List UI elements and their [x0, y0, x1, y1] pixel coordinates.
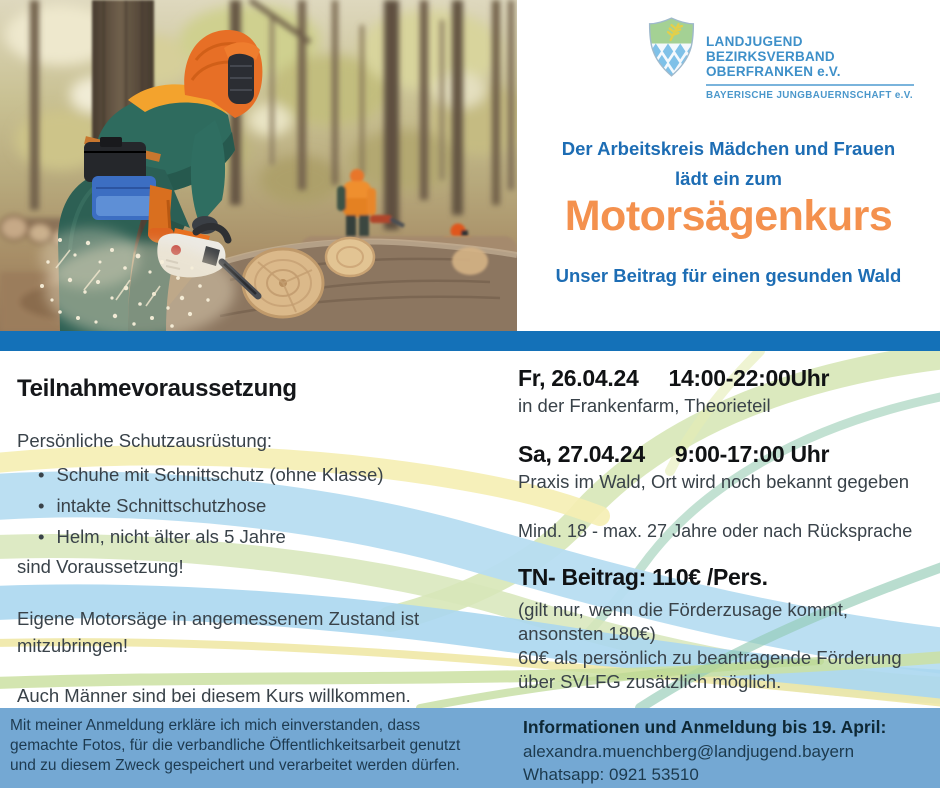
course-photo-illustration: [0, 0, 517, 331]
content-section: [0, 351, 940, 708]
logo-divider-rule: [706, 84, 914, 86]
blue-divider-band: [0, 331, 940, 351]
requirements-column: [17, 351, 489, 707]
requirement-item: • Helm, nicht älter als 5 Jahre: [38, 521, 489, 552]
org-name-block: [706, 12, 940, 101]
requirements-heading: Teilnahmevoraussetzung: [17, 375, 297, 402]
schedule-column: [518, 351, 930, 694]
requirements-list: [17, 459, 489, 552]
requirements-intro: Persönliche Schutzausrüstung:: [17, 430, 273, 451]
day2-location: Praxis im Wald, Ort wird noch bekannt gegeben: [518, 471, 910, 492]
landjugend-crest-icon: [647, 12, 696, 82]
requirement-item: • intakte Schnittschutzhose: [38, 490, 489, 521]
age-requirement: Mind. 18 - max. 27 Jahre oder nach Rücksprache: [518, 521, 913, 541]
org-name-line1: LANDJUGEND: [705, 34, 803, 49]
photo-consent-text: Mit meiner Anmeldung erkläre ich mich einverstanden, dass gemachte Fotos, für die verbandliche Öffentlichkeitsarbeit genutzt und zu diesem Zweck gespeichert und verarbeitet werden dürfen.: [10, 717, 461, 774]
requirement-item: • Schuhe mit Schnittschutz (ohne Klasse): [38, 459, 489, 490]
day1-time: 14:00-22:00Uhr: [668, 365, 830, 391]
day1-location: in der Frankenfarm, Theorieteil: [518, 395, 771, 416]
course-subtitle: Unser Beitrag für einen gesunden Wald: [555, 265, 902, 286]
day2-time: 9:00-17:00 Uhr: [674, 441, 830, 467]
contact-block: [523, 717, 928, 786]
chainsaw-note: Eigene Motorsäge in angemessenem Zustand ist mitzubringen!: [17, 608, 420, 656]
day1-date: Fr, 26.04.24: [518, 365, 639, 391]
org-name-line3: BAYERISCHE JUNGBAUERNSCHAFT e.V.: [705, 90, 913, 101]
fee-note-3: 60€ als persönlich zu beantragende Förderung: [518, 647, 902, 668]
intro-line-1: Der Arbeitskreis Mädchen und Frauen: [561, 138, 896, 159]
contact-heading: Informationen und Anmeldung bis 19. April:: [523, 717, 887, 737]
contact-whatsapp: Whatsapp: 0921 53510: [523, 765, 699, 784]
intro-line-2: lädt ein zum: [675, 168, 782, 189]
org-logo: [647, 12, 940, 101]
fee-heading: TN- Beitrag: 110€ /Pers.: [518, 564, 768, 590]
course-title: Motorsägenkurs: [564, 192, 893, 240]
day2-heading: [518, 441, 930, 468]
contact-email: alexandra.muenchberg@landjugend.bayern: [523, 742, 855, 761]
chainsaw-course-photo: [0, 0, 517, 331]
requirements-outro: sind Voraussetzung!: [17, 556, 184, 577]
fee-note-1: (gilt nur, wenn die Förderzusage kommt,: [518, 599, 849, 620]
men-welcome-note: Auch Männer sind bei diesem Kurs willkommen.: [17, 685, 411, 706]
fee-note-2: ansonsten 180€): [518, 623, 656, 644]
day1-heading: [518, 365, 930, 392]
day2-date: Sa, 27.04.24: [518, 441, 645, 467]
footer-band: [0, 708, 940, 788]
header-panel: [517, 0, 940, 331]
fee-note-4: über SVLFG zusätzlich möglich.: [518, 671, 782, 692]
org-name-line2: BEZIRKSVERBAND OBERFRANKEN e.V.: [705, 49, 841, 79]
